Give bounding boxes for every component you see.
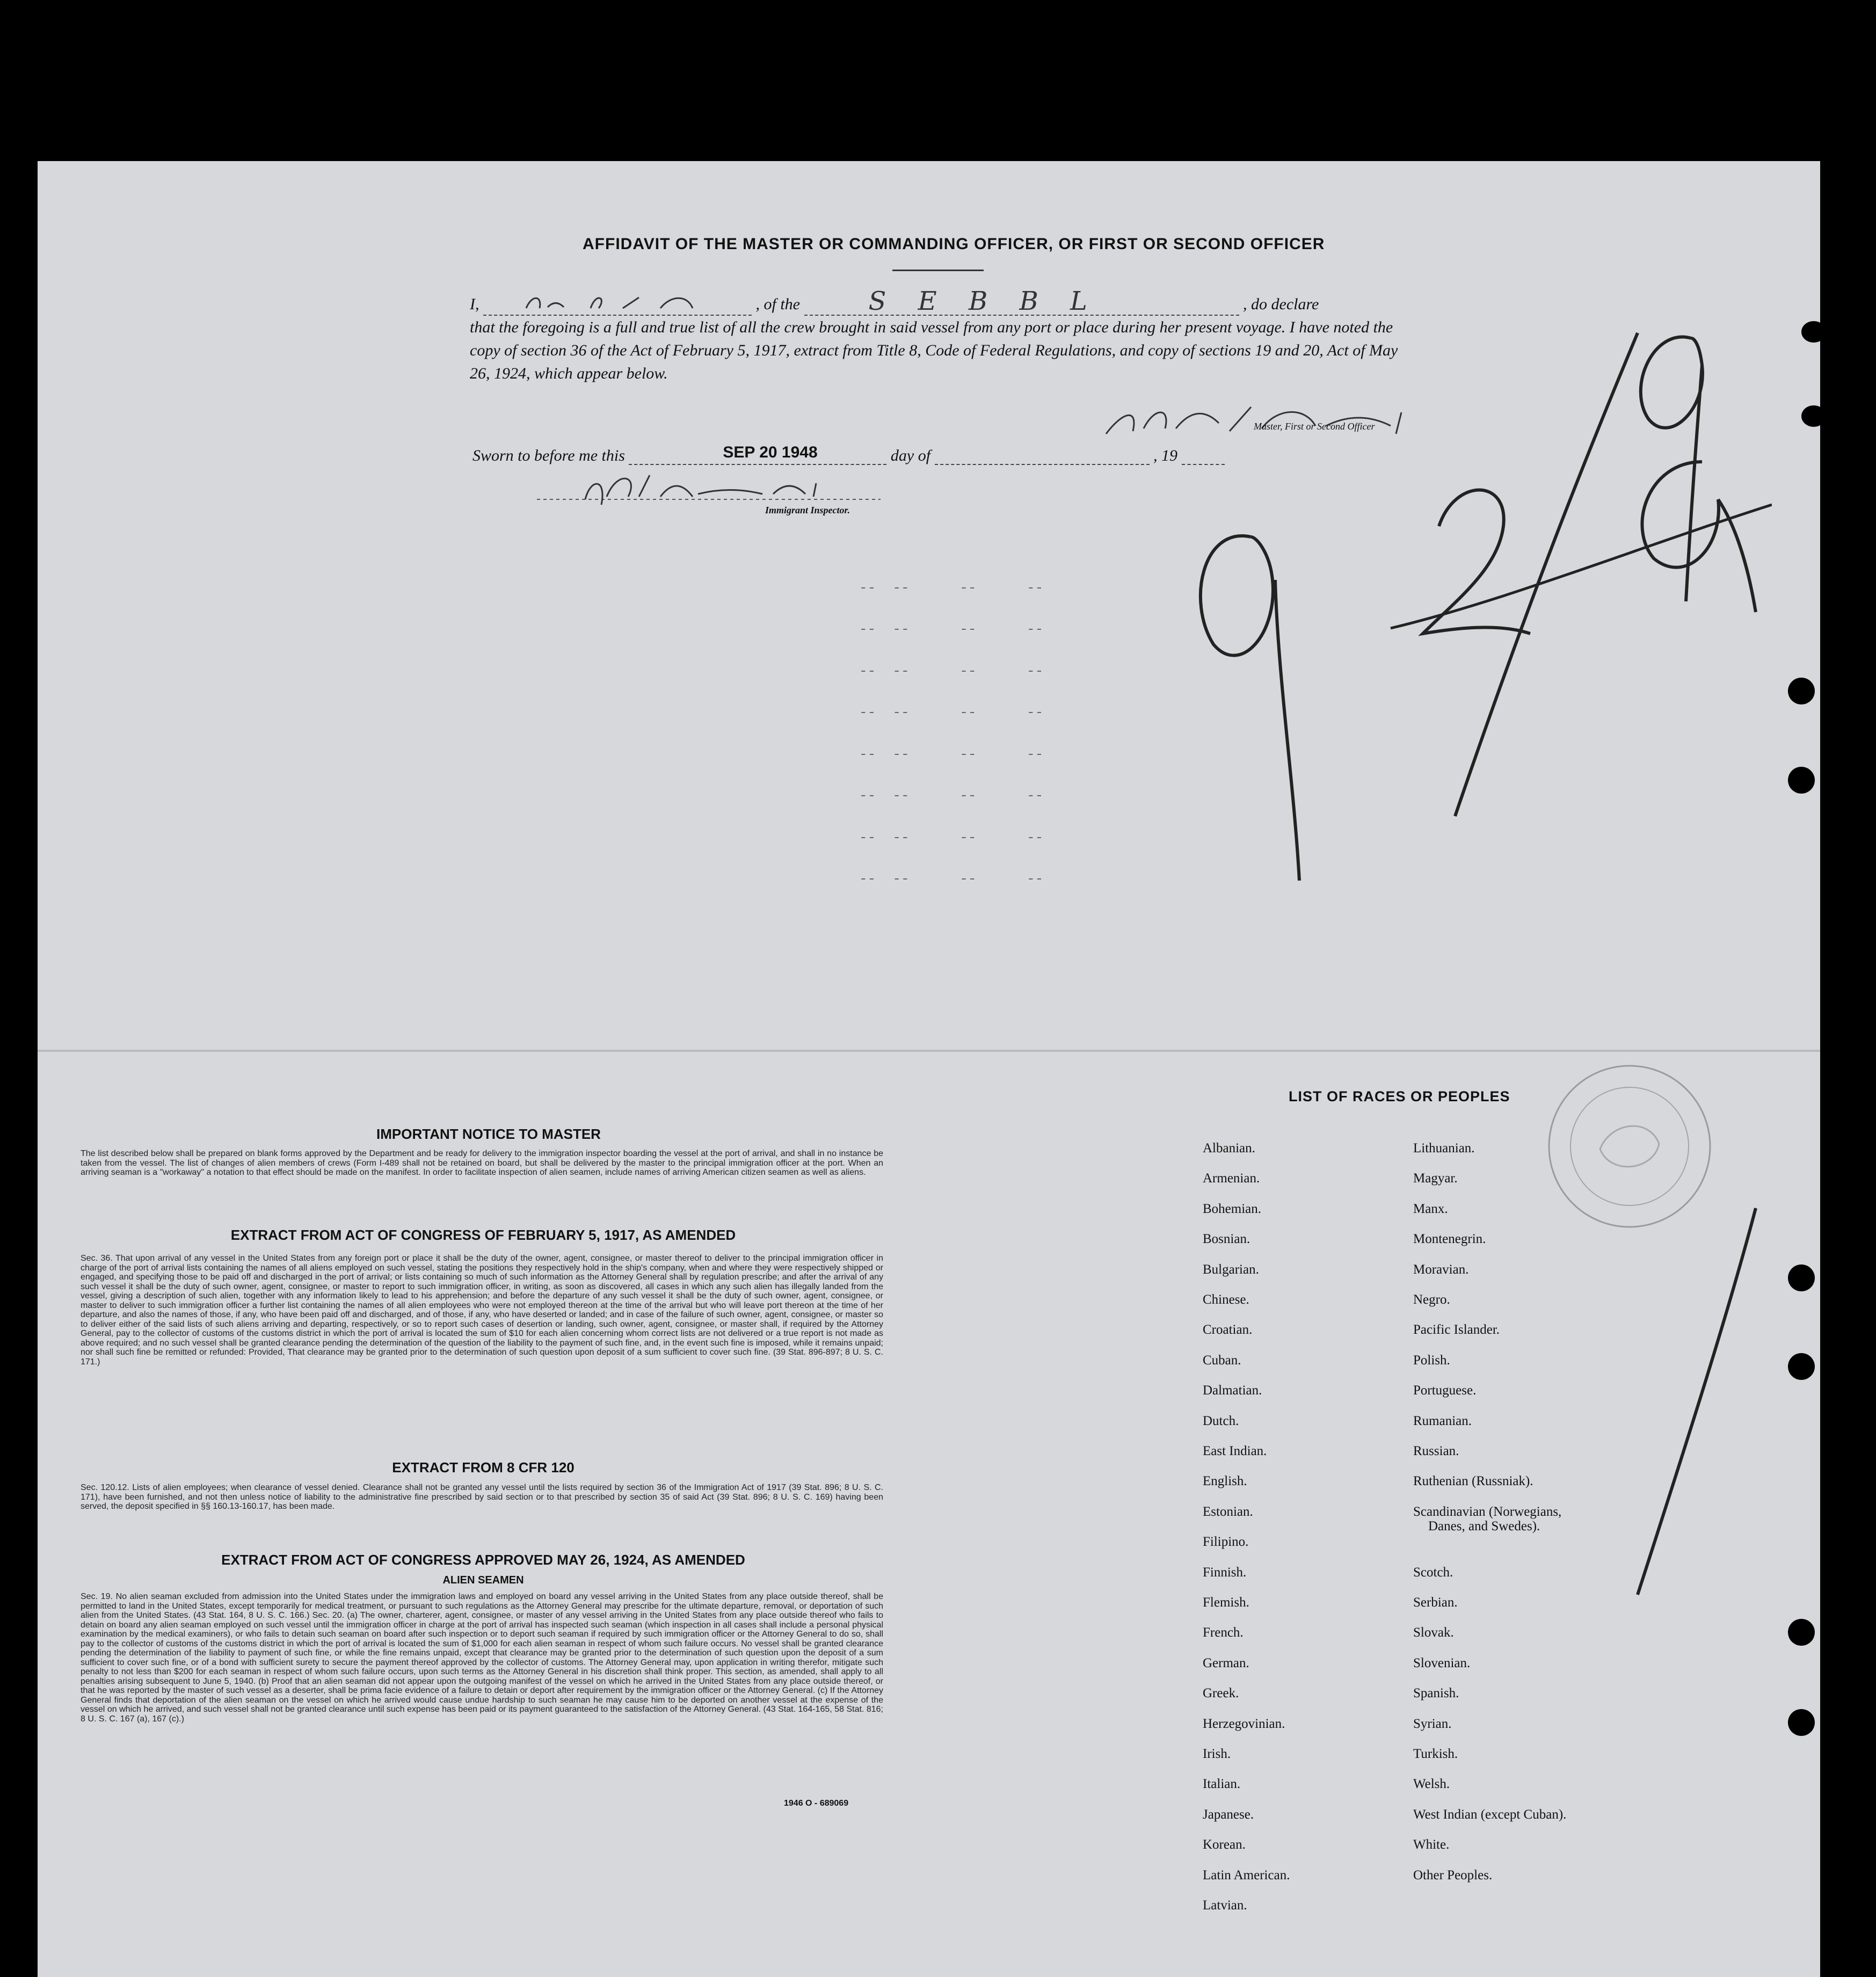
- sworn-date-stamp: SEP 20 1948: [723, 444, 818, 461]
- sworn-line: [472, 446, 1225, 465]
- extract-8cfr-title: EXTRACT FROM 8 CFR 120: [392, 1459, 575, 1476]
- punch-hole: [1788, 678, 1815, 704]
- blank-dash-row: -- -- -- --: [859, 830, 1044, 846]
- blank-dash-row: -- -- -- --: [859, 788, 1044, 804]
- race-item: Korean.: [1203, 1837, 1246, 1852]
- extract-1917-title: EXTRACT FROM ACT OF CONGRESS OF FEBRUARY 5, 1917, AS AMENDED: [230, 1227, 736, 1243]
- day-of-text: day of: [890, 447, 931, 464]
- blank-dash-row: -- -- -- --: [859, 663, 1044, 679]
- master-signature-label: Master, First or Second Officer: [1254, 421, 1375, 432]
- race-item: Bulgarian.: [1203, 1262, 1259, 1277]
- race-item: Ruthenian (Russniak).: [1413, 1474, 1533, 1489]
- race-item: Dutch.: [1203, 1413, 1239, 1428]
- blank-dash-row: -- -- -- --: [859, 580, 1044, 596]
- race-item: Polish.: [1413, 1353, 1450, 1368]
- race-item: East Indian.: [1203, 1444, 1267, 1458]
- handwritten-pen-stroke: [1605, 1203, 1766, 1600]
- race-item: Croatian.: [1203, 1322, 1253, 1338]
- race-item: Lithuanian.: [1413, 1141, 1475, 1155]
- race-item: Herzegovinian.: [1203, 1716, 1285, 1731]
- race-item: Scandinavian (Norwegians,: [1413, 1504, 1562, 1519]
- sworn-date-field: [629, 446, 886, 465]
- master-name-field: [483, 296, 752, 316]
- extract-1924-title: EXTRACT FROM ACT OF CONGRESS APPROVED MAY 26, 1924, AS AMENDED: [221, 1552, 745, 1568]
- race-item: Portuguese.: [1413, 1383, 1477, 1398]
- fold-line: [38, 1050, 1820, 1052]
- punch-hole: [1788, 1709, 1815, 1736]
- race-item: Bosnian.: [1203, 1232, 1250, 1247]
- race-item: Greek.: [1203, 1686, 1239, 1701]
- punch-hole: [1788, 767, 1815, 794]
- races-list-title: LIST OF RACES OR PEOPLES: [1289, 1088, 1510, 1104]
- punch-hole: [1801, 321, 1826, 343]
- race-item: Dalmatian.: [1203, 1383, 1262, 1398]
- race-item: Albanian.: [1203, 1141, 1255, 1155]
- inspector-label: Immigrant Inspector.: [765, 505, 850, 515]
- race-item: West Indian (except Cuban).: [1413, 1807, 1567, 1822]
- race-item: Rumanian.: [1413, 1413, 1472, 1428]
- important-notice-title: IMPORTANT NOTICE TO MASTER: [376, 1126, 601, 1142]
- punch-hole: [1788, 1619, 1815, 1646]
- race-item: Bohemian.: [1203, 1201, 1262, 1216]
- race-item: Serbian.: [1413, 1595, 1458, 1610]
- handwritten-date-annotation: [1154, 301, 1772, 902]
- extract-8cfr-body: Sec. 120.12. Lists of alien employees; when clearance of vessel denied. Clearance shall not be granted any vessel until the lists required by section 36 of the Immigration Act of 1917 (39 Stat. 896; 8 U. S. C. 171), have been furnished, and not then unless notice of liability to the administrative fine prescribed by said section or to that prescribed by section 35 of said Act (39 Stat. 896; 8 U. S. C. 169) having been served, the deposit specified in §§ 160.13-160.17, has been made.: [81, 1483, 883, 1511]
- race-item: Manx.: [1413, 1201, 1448, 1216]
- race-item: Italian.: [1203, 1777, 1241, 1792]
- race-item: Slovenian.: [1413, 1655, 1471, 1670]
- race-item: Estonian.: [1203, 1504, 1253, 1519]
- race-item: Latin American.: [1203, 1867, 1290, 1882]
- year-prefix: , 19: [1153, 447, 1178, 464]
- decl-i: I,: [470, 295, 479, 313]
- race-item: Other Peoples.: [1413, 1867, 1493, 1882]
- race-item: Welsh.: [1413, 1777, 1450, 1792]
- race-item: Chinese.: [1203, 1292, 1249, 1307]
- race-item: Spanish.: [1413, 1686, 1459, 1701]
- month-field: [935, 446, 1150, 465]
- race-item: French.: [1203, 1625, 1244, 1640]
- decl-do-declare: , do declare: [1243, 295, 1319, 313]
- race-item: Filipino.: [1203, 1535, 1249, 1550]
- race-item: Pacific Islander.: [1413, 1322, 1500, 1338]
- race-item: Irish.: [1203, 1747, 1231, 1761]
- race-item: Slovak.: [1413, 1625, 1454, 1640]
- blank-dash-row: -- -- -- --: [859, 871, 1044, 887]
- blank-dash-row: -- -- -- --: [859, 746, 1044, 762]
- race-item: Armenian.: [1203, 1171, 1260, 1186]
- decl-of-the: , of the: [755, 295, 800, 313]
- race-item: Moravian.: [1413, 1262, 1469, 1277]
- race-item: Cuban.: [1203, 1353, 1241, 1368]
- punch-hole: [1801, 405, 1826, 427]
- race-item: Montenegrin.: [1413, 1232, 1486, 1247]
- extract-1924-body: Sec. 19. No alien seaman excluded from admission into the United States under the immigration laws and employed on board any vessel arriving in the United States from any place outside thereof, shall be permitted to land in the United States, except temporarily for medical treatment, or pursuant to such regulations as the Attorney General may prescribe for the ultimate departure, removal, or deportation of such alien from the United States. (43 Stat. 164, 8 U. S. C. 166.) Sec. 20. (a) The owner, charterer, agent, consignee, or master of any vessel arriving in the United States from any place outside thereof who fails to detain on board any alien seaman employed on such vessel until the immigration officer in charge at the port of arrival has inspected such seaman (which inspection in all cases shall include a personal physical examination by the medical examiners), or who fails to detain such seaman on board after such inspection or to deport such seaman if required by such immigration officer or the Attorney General to do so, shall pay to the collector of customs of the customs district in which the port of arrival is located the sum of $1,000 for each alien seaman in respect of whom such failure occurs. No vessel shall be granted clearance pending the determination of the liability to payment of such fine, or while the fine remains unpaid, except that clearance may be granted prior to the determination of such question upon the deposit of a sum sufficient to cover such fine, or of a bond with sufficient surety to secure the payment thereof approved by the collector of customs. The Attorney General may, upon application in writing therefor, mitigate such penalty to not less than $200 for each seaman in respect of whom such failure occurs, upon such terms as the Attorney General in his discretion shall think proper. This section, as amended, shall apply to all penalties arising subsequent to June 5, 1940. (b) Proof that an alien seaman did not appear upon the outgoing manifest of the vessel on which he arrived in the United States from any place outside thereof, or that he was reported by the master of such vessel as a deserter, shall be prima facie evidence of a failure to detain or deport after requirement by the immigration officer or the Attorney General. (c) If the Attorney General finds that deportation of the alien seaman on the vessel on which he arrived would cause undue hardship to such seaman he may cause him to be deported on another vessel at the expense of the vessel on which he arrived, and such vessel shall not be granted clearance until such expense has been paid or its payment guaranteed to the satisfaction of the Attorney General. (43 Stat. 164-165, 58 Stat. 816; 8 U. S. C. 167 (a), 167 (c).): [81, 1592, 883, 1724]
- print-code: 1946 O - 689069: [784, 1799, 849, 1808]
- race-item: Turkish.: [1413, 1747, 1458, 1761]
- race-item: Japanese.: [1203, 1807, 1254, 1822]
- official-seal-stamp: [1541, 1058, 1718, 1235]
- punch-hole: [1788, 1353, 1815, 1380]
- race-item: German.: [1203, 1655, 1249, 1670]
- race-item: Magyar.: [1413, 1171, 1458, 1186]
- title-rule: [892, 270, 984, 271]
- race-item: Latvian.: [1203, 1898, 1247, 1913]
- decl-body: that the foregoing is a full and true list of all the crew brought in said vessel from any port or place during her present voyage. I have noted the copy of section 36 of the Act of February 5, 1917, extract from Title 8, Code of Federal Regulations, and copy of sections 19 and 20, Act of May 26, 1924, which appear below.: [470, 318, 1398, 382]
- race-item: Finnish.: [1203, 1565, 1247, 1580]
- affidavit-title: AFFIDAVIT OF THE MASTER OR COMMANDING OFFICER, OR FIRST OR SECOND OFFICER: [583, 235, 1325, 253]
- race-item: White.: [1413, 1837, 1450, 1852]
- race-item: Flemish.: [1203, 1595, 1249, 1610]
- blank-dash-row: -- -- -- --: [859, 621, 1044, 637]
- race-item: English.: [1203, 1474, 1247, 1489]
- blank-dash-row: -- -- -- --: [859, 704, 1044, 721]
- race-item: Russian.: [1413, 1444, 1459, 1458]
- race-item: Negro.: [1413, 1292, 1450, 1307]
- race-item: Danes, and Swedes).: [1428, 1518, 1540, 1533]
- inspector-signature: [537, 467, 881, 510]
- sworn-before-text: Sworn to before me this: [472, 447, 625, 464]
- extract-1917-body: Sec. 36. That upon arrival of any vessel in the United States from any foreign port or place it shall be the duty of the owner, agent, consignee, or master thereof to deliver to the principal immigration officer in charge of the port of arrival lists containing the names of all aliens employed on such vessel, stating the positions they respectively hold in the ship's company, when and where they were respectively shipped or engaged, and specifying those to be paid off and discharged in the port of arrival; or lists containing so much of such information as the Attorney General shall by regulation prescribe; and after the arrival of any such vessel it shall be the duty of such owner, agent, consignee, or master to report to such immigration officer, in writing, as soon as discovered, all cases in which any such alien has illegally landed from the vessel, giving a description of such alien, together with any information likely to lead to his apprehension; and before the departure of any such vessel it shall be the duty of such owner, agent, consignee, or master to deliver to such immigration officer a further list containing the names of all alien employees who were not employed thereon at the time of the arrival but who will leave port thereon at the time of her departure, and also the names of those, if any, who have been paid off and discharged, and of those, if any, who have deserted or landed; and in case of the failure of such owner, agent, consignee, or master so to deliver either of the said lists of such aliens arriving and departing, respectively, or so to report such cases of desertion or landing, such owner, agent, consignee, or master shall, if required by the Attorney General, pay to the collector of customs of the customs district in which the port of arrival is located the sum of $10 for each alien concerning whom correct lists are not delivered or a true report is not made as above required; and no such vessel shall be granted clearance pending the determination of the question of the liability to the payment of such fine, and, in the event such fine is imposed, while it remains unpaid; nor shall such fine be remitted or refunded: Provided, That clearance may be granted prior to the determination of such question upon deposit of a sum sufficient to cover such fine. (39 Stat. 896-897; 8 U. S. C. 171.): [81, 1254, 883, 1367]
- race-item: Scotch.: [1413, 1565, 1453, 1580]
- extract-1924-subtitle: ALIEN SEAMEN: [442, 1574, 524, 1586]
- punch-hole: [1788, 1264, 1815, 1291]
- handwritten-vessel-name: S E B B L: [868, 286, 1099, 316]
- important-notice-body: The list described below shall be prepared on blank forms approved by the Department and be ready for delivery to the immigration inspector boarding the vessel at the port of arrival, and shall in no instance be taken from the vessel. The list of changes of alien members of crews (Form I-489 shall not be retained on board, but shall be delivered by the master to the principal immigration officer at the port. When an arriving seaman is a "workaway" a notation to that effect should be made on the manifest. In order to facilitate inspection of alien seamen, include names of arriving American citizen seamen as well as aliens.: [81, 1149, 883, 1177]
- handwritten-master-name: [483, 292, 752, 314]
- race-item: Syrian.: [1413, 1716, 1452, 1731]
